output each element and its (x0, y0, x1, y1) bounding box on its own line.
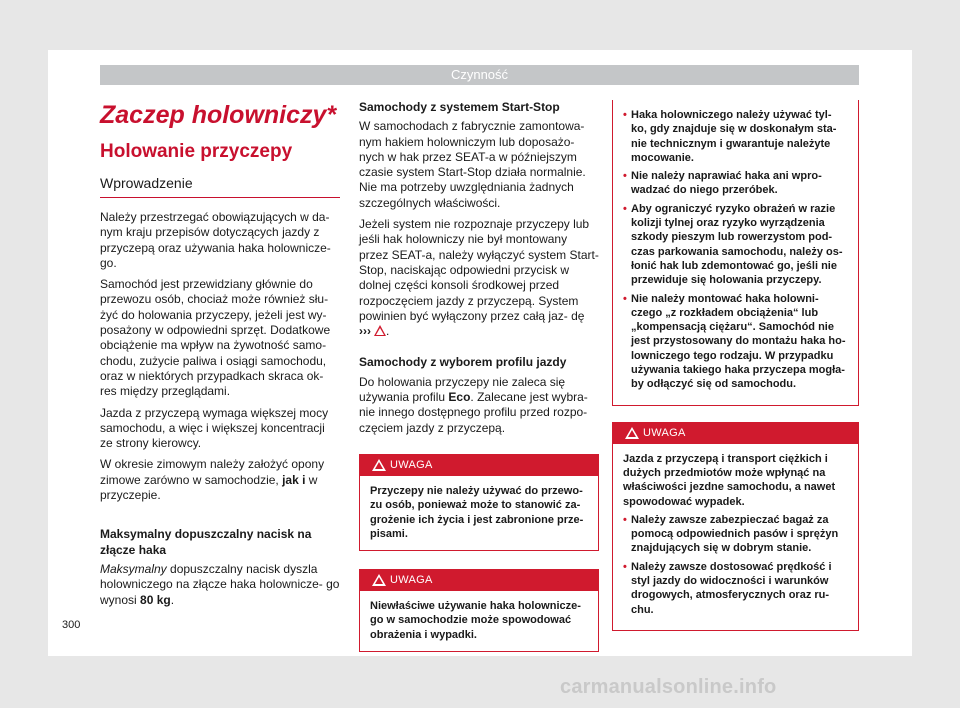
text-run: dopuszczalny nacisk dyszla holowniczego na złącze haka holownicze- go wynosi (100, 561, 340, 607)
text-run: W okresie zimowym należy założyć opony zimowe zarówno w samochodzie, (100, 457, 325, 487)
chapter-header: Czynność (100, 65, 859, 85)
paragraph-winter (100, 457, 340, 503)
list-item: • Nie należy naprawiać haka ani wpro- wadzać do niego przeróbek. (623, 170, 822, 197)
text-run: Do holowania przyczepy nie zaleca się używania profilu (359, 374, 566, 405)
column-2 (359, 100, 599, 652)
paragraph: Samochód jest przewidziany głównie do przewozu osób, chociaż może również słu- żyć do holowania przyczepy, jeżeli jest wy- posażony w odpowiedni sprzęt. Dodatkowe obciążenie ma wpływ na żywotność samo- chodu, zużycie paliwa i osiągi samochodu, oraz w niektórych przypadkach skraca ok- res między przeglądami. (100, 277, 331, 399)
text-bold: jak i (282, 472, 306, 487)
bullet-icon: • (623, 170, 627, 183)
text-run: w przyczepie. (100, 472, 318, 503)
paragraph: Należy przestrzegać obowiązujących w da- nym kraju przepisów dotyczących jazdy z przyczepą oraz używania haka holownicze- go. (100, 210, 331, 270)
text-run: . (170, 592, 175, 607)
section-title: Holowanie przyczepy (100, 141, 293, 162)
text-run: Jeżeli system nie rozpoznaje przyczepy lub jeśli hak holowniczy nie był montowany przez SEAT-a, należy wyłączyć system Start-Stop, naciskając odpowiedni przycisk w dolnej części konsoli środkowej przed rozpoczęciem jazdy z przyczepą. System powinien być wyłączony przez całą jaz- dę (359, 217, 599, 323)
page-number: 300 (62, 619, 81, 631)
warning-label: UWAGA (643, 426, 686, 439)
text-italic: Maksymalny (100, 561, 167, 576)
bullet-icon: • (623, 560, 627, 573)
warning-icon (372, 574, 386, 586)
warning-icon (374, 325, 386, 336)
load-heading: Maksymalny dopuszczalny nacisk na złącze haka (100, 527, 312, 557)
list-item: • Należy zawsze dostosować prędkość i styl jazdy do widoczności i warunków drogowych, atmosferycznych oraz ru- chu. (623, 560, 832, 616)
list-item: • Haka holowniczego należy używać tyl- ko, gdy znajduje się w doskonałym sta- nie technicznym i gwarantuje należyte mocowanie. (623, 109, 837, 164)
warning-icon (372, 459, 386, 471)
warning-text: Niewłaściwe używanie haka holownicze- go w samochodzie może spowodować obrażenia i wypadki. (370, 600, 581, 641)
warning-header (613, 423, 858, 444)
text-run: . (386, 324, 390, 339)
paragraph-load (100, 562, 340, 608)
paragraph: Jazda z przyczepą wymaga większej mocy samochodu, a więc i większej koncentracji ze strony kierowcy. (100, 405, 329, 451)
start-stop-heading: Samochody z systemem Start-Stop (359, 100, 560, 114)
warning-label: UWAGA (390, 458, 433, 471)
profile-heading: Samochody z wyborem profilu jazdy (359, 355, 567, 370)
warning-label: UWAGA (390, 574, 433, 587)
warning-bullets (613, 100, 858, 405)
warning-header (360, 455, 598, 476)
list-item: • Nie należy montować haka holowni- czego „z rozkładem obciążenia“ lub „kompensacją ciężaru“. Samochód nie jest przystosowany do montażu haka ho- lowniczego tego rodzaju. W przypadku używania takiego haka przyczepa mogła- by odłączyć się od samochodu. (623, 292, 846, 391)
warning-text: Jazda z przyczepą i transport ciężkich i dużych przedmiotów może wpłynąć na właściwości jezdne samochodu, a nawet spowodować wypadek. (623, 452, 836, 508)
paragraph (359, 375, 599, 436)
page-title: Zaczep holowniczy* (100, 101, 337, 129)
bullet-icon: • (623, 513, 627, 526)
paragraph: W samochodach z fabrycznie zamontowa- nym hakiem holowniczym lub doposażo- nych w hak przez SEAT-a w późniejszym czasie system Start-Stop działa normalnie. Nie ma potrzeby uwzględniania żadnych szczególnych właściwości. (359, 119, 586, 210)
warning-body (613, 444, 858, 630)
text-bold: Eco (448, 390, 471, 405)
warning-box (359, 569, 599, 652)
column-1 (100, 100, 340, 614)
warning-icon (625, 427, 639, 439)
bullet-icon: • (623, 292, 627, 305)
reference-arrow[interactable]: ››› (359, 324, 371, 339)
warning-text: Przyczepy nie należy używać do przewo- zu osób, ponieważ może to stanowić za- grożenie ich życia i jest zabronione prze- pisami. (370, 484, 584, 540)
column-3 (612, 100, 859, 631)
watermark: carmanualsonline.info (560, 676, 777, 698)
warning-continuation-box (612, 100, 859, 406)
warning-box (359, 454, 599, 551)
bullet-icon: • (623, 202, 627, 215)
text-run: . Zalecane jest wybra- nie innego dostępnego profilu przed rozpo- częciem jazdy z przyczepą. (359, 390, 588, 435)
load-value: 80 kg (140, 592, 171, 607)
list-item: • Należy zawsze zabezpieczać bagaż za pomocą odpowiednich pasów i sprężyn znajdujących się w dobrym stanie. (623, 513, 839, 555)
paragraph (359, 217, 599, 339)
warning-box (612, 422, 859, 631)
warning-header (360, 570, 598, 591)
subsection-title: Wprowadzenie (100, 174, 340, 198)
bullet-icon: • (623, 109, 627, 121)
list-item: • Aby ograniczyć ryzyko obrażeń w razie kolizji tylnej oraz ryzyko wyrządzenia szkody pieszym lub rowerzystom pod- czas parkowania samochodu, należy os- łonić hak lub zdemontować go, jeśli nie przewiduje się holowania przyczepy. (623, 202, 843, 287)
